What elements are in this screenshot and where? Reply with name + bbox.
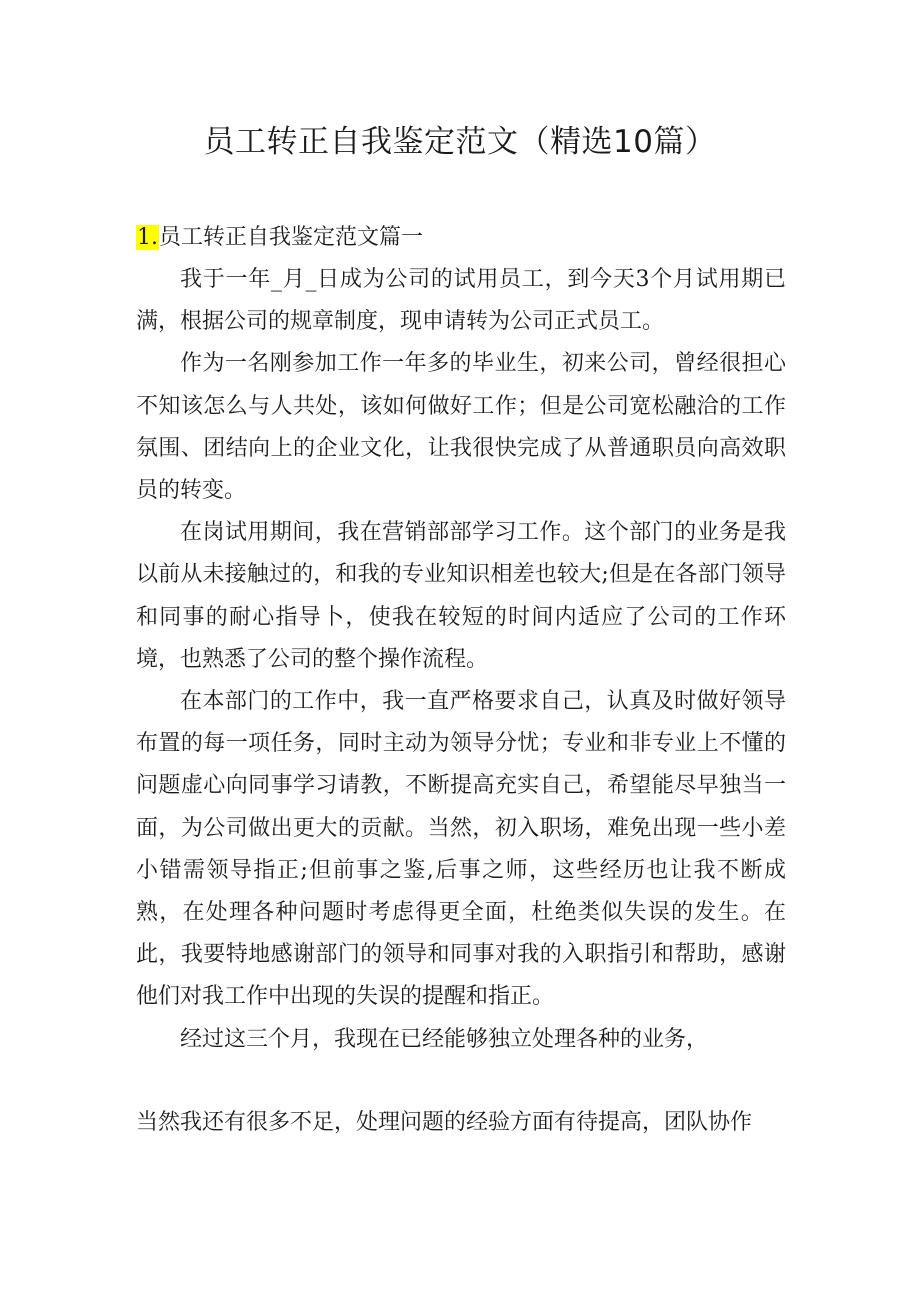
paragraph: 在本部门的工作中，我一直严格要求自己，认真及时做好领导布置的每一项任务，同时主动为领导分忧；专业和非专业上不懂的问题虚心向同事学习请教，不断提高充实自己，希望能尽早独当一面，为公司做出更大的贡献。当然，初入职场，难免出现一些小差小错需领导指正;但前事之鉴,后事之师，这些经历也让我不断成熟，在处理各种问题时考虑得更全面，杜绝类似失误的发生。在此，我要特地感谢部门的领导和同事对我的入职指引和帮助，感谢他们对我工作中出现的失误的提醒和指正。 bbox=[136, 689, 786, 1010]
paragraph: 我于一年_月_日成为公司的试用员工，到今天3个月试用期已满，根据公司的规章制度，现申请转为公司正式员工。 bbox=[136, 267, 786, 335]
continuation-line: 当然我还有很多不足，处理问题的经验方面有待提高，团队协作 bbox=[136, 1110, 753, 1135]
section-heading bbox=[136, 218, 423, 258]
section-number-highlight: 1. bbox=[137, 225, 158, 250]
paragraph: 经过这三个月，我现在已经能够独立处理各种的业务， bbox=[180, 1026, 709, 1052]
body-text bbox=[136, 259, 786, 1061]
document-title: 员工转正自我鉴定范文（精选10篇） bbox=[203, 124, 717, 160]
section-heading-text: 员工转正自我鉴定范文篇一 bbox=[159, 225, 424, 250]
paragraph: 作为一名刚参加工作一年多的毕业生，初来公司，曾经很担心不知该怎么与人共处，该如何做好工作；但是公司宽松融洽的工作氛围、团结向上的企业文化，让我很快完成了从普通职员向高效职员的转变。 bbox=[136, 351, 786, 504]
paragraph: 在岗试用期间，我在营销部部学习工作。这个部门的业务是我以前从未接触过的，和我的专业知识相差也较大;但是在各部门领导和同事的耐心指导卜，使我在较短的时间内适应了公司的工作环境，也熟悉了公司的整个操作流程。 bbox=[136, 520, 786, 672]
